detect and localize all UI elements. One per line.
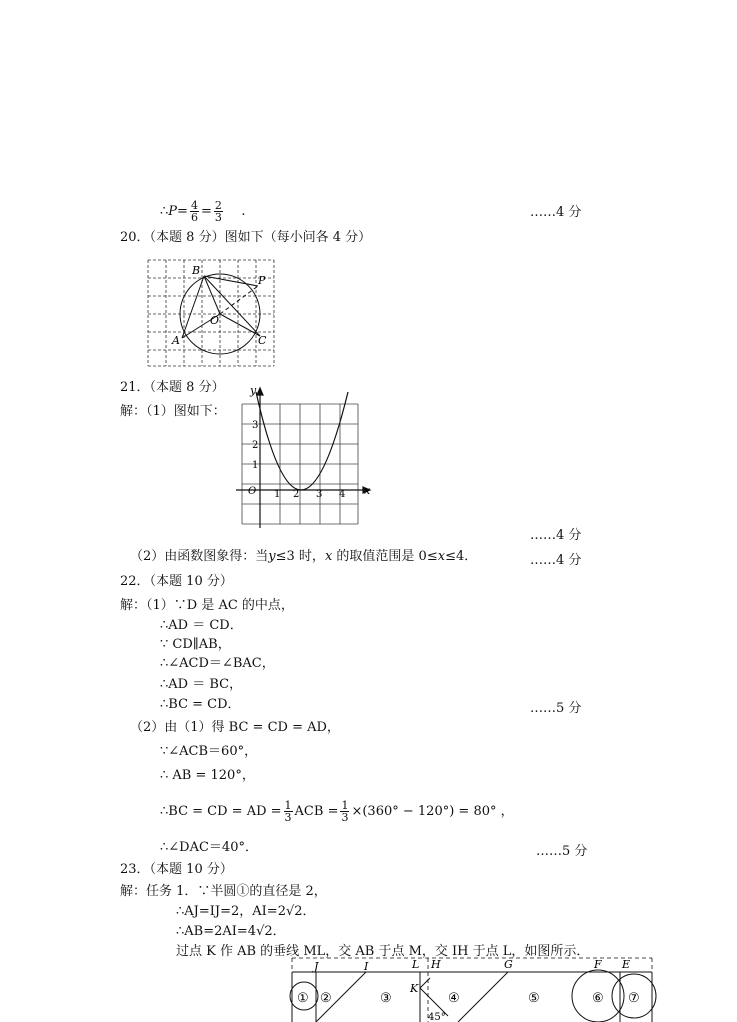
q20-figure [148,258,278,368]
q22-line-4: ∴∠ACD＝∠BAC， [160,656,275,671]
q23-heading: 23．（本题 10 分） [120,862,233,877]
q23-line-4: 过点 K 作 AB 的垂线 ML，交 AB 于点 M，交 IH 于点 L，如图所示． [176,944,590,959]
label-o: O [210,314,220,327]
y-arrow [257,388,263,395]
q22-score-2: ……5 分 [536,844,588,859]
region-3: ③ [380,991,392,1006]
region-6: ⑥ [592,991,604,1006]
q21-score-2: ……4 分 [530,553,582,568]
label-k: K [410,982,419,995]
segment-ab [182,276,204,338]
region-7: ⑦ [628,991,640,1006]
y-tick-3: 3 [252,420,259,431]
fraction-2-3: $\frac{2}{3}$ [214,199,222,224]
x-axis-label: x [364,484,371,497]
equals: = [200,204,212,219]
y-tick-1: 1 [252,460,259,471]
q22-line-3: ∵ CD∥AB， [160,637,231,652]
segment-oc [220,314,260,336]
dashed-grid [148,260,274,366]
q21-part1: 解：（1）图如下： [120,404,226,419]
x-tick-1: 1 [274,489,281,500]
origin-label: O [248,486,257,497]
q21-part2: （2）由函数图象得：当y≤3 时，x 的取值范围是 0≤x≤4． [130,549,478,564]
q23-line-1: 解：任务 1．∵半圆①的直径是 2， [120,884,327,899]
x-tick-4: 4 [339,489,346,500]
q22-line-6: ∴BC = CD． [160,697,241,712]
q22-score-1: ……5 分 [530,701,582,716]
label-a: A [172,334,180,347]
q22-line-2: ∴AD ＝ CD． [160,618,243,633]
label-h: H [431,958,441,971]
q22-heading: 22．（本题 10 分） [120,574,233,589]
q21-score-1: ……4 分 [530,528,582,543]
therefore-symbol: ∴ [160,204,169,219]
fraction-one-third: $\frac{1}{3}$ [341,799,349,824]
angle-label: 45° [428,1012,446,1022]
region-2: ② [320,991,332,1006]
q22-line-9: ∴ AB = 120°， [160,768,255,783]
y-axis-label: y [250,384,257,397]
q22-line-5: ∴AD ＝ BC， [160,677,243,692]
fraction-one-third: $\frac{1}{3}$ [284,799,292,824]
q22-line-1: 解：（1）∵D 是 AC 的中点， [120,598,294,613]
var-p: P [168,204,178,219]
x-tick-3: 3 [316,489,323,500]
q21-graph [236,384,376,529]
label-l: L [412,958,420,971]
q21-heading: 21．（本题 8 分） [120,380,225,395]
q20-heading: 20．（本题 8 分）图如下（每小问各 4 分） [120,230,372,245]
q23-figure [288,956,658,1022]
fraction-4-6: $\frac{4}{6}$ [190,199,198,224]
x-tick-2: 2 [293,489,300,500]
q23-line-3: ∴AB=2AI=4√2． [176,924,286,939]
label-f: F [594,958,602,971]
label-c: C [258,334,267,347]
q22-line-11: ∴∠DAC＝40°． [160,840,258,855]
q22-line-10: ∴BC = CD = AD = $\frac{1}{3}$ ACB = $\frac{1}{3}$ ×(360° − 120°) = 80° ， [160,799,514,824]
region-4: ④ [448,991,460,1006]
y-tick-2: 2 [252,440,259,451]
segment-ob [204,276,220,314]
label-g: G [504,958,513,971]
q22-line-7: （2）由（1）得 BC = CD = AD， [130,720,340,735]
q22-line-8: ∵∠ACB＝60°， [160,744,258,759]
region-1: ① [297,991,309,1006]
label-j: J [314,960,319,973]
label-b: B [192,264,201,277]
equals: = [177,204,188,219]
parabola [256,392,348,490]
q19-score: ……4 分 [530,205,582,220]
q23-line-2: ∴AJ=IJ=2，AI=2√2． [176,904,316,919]
q19-line: ∴P= $\frac{4}{6}$ = $\frac{2}{3}$ . [160,199,246,224]
label-i: I [364,960,369,973]
region-5: ⑤ [528,991,540,1006]
label-e: E [622,958,631,971]
label-p: P [258,274,266,287]
